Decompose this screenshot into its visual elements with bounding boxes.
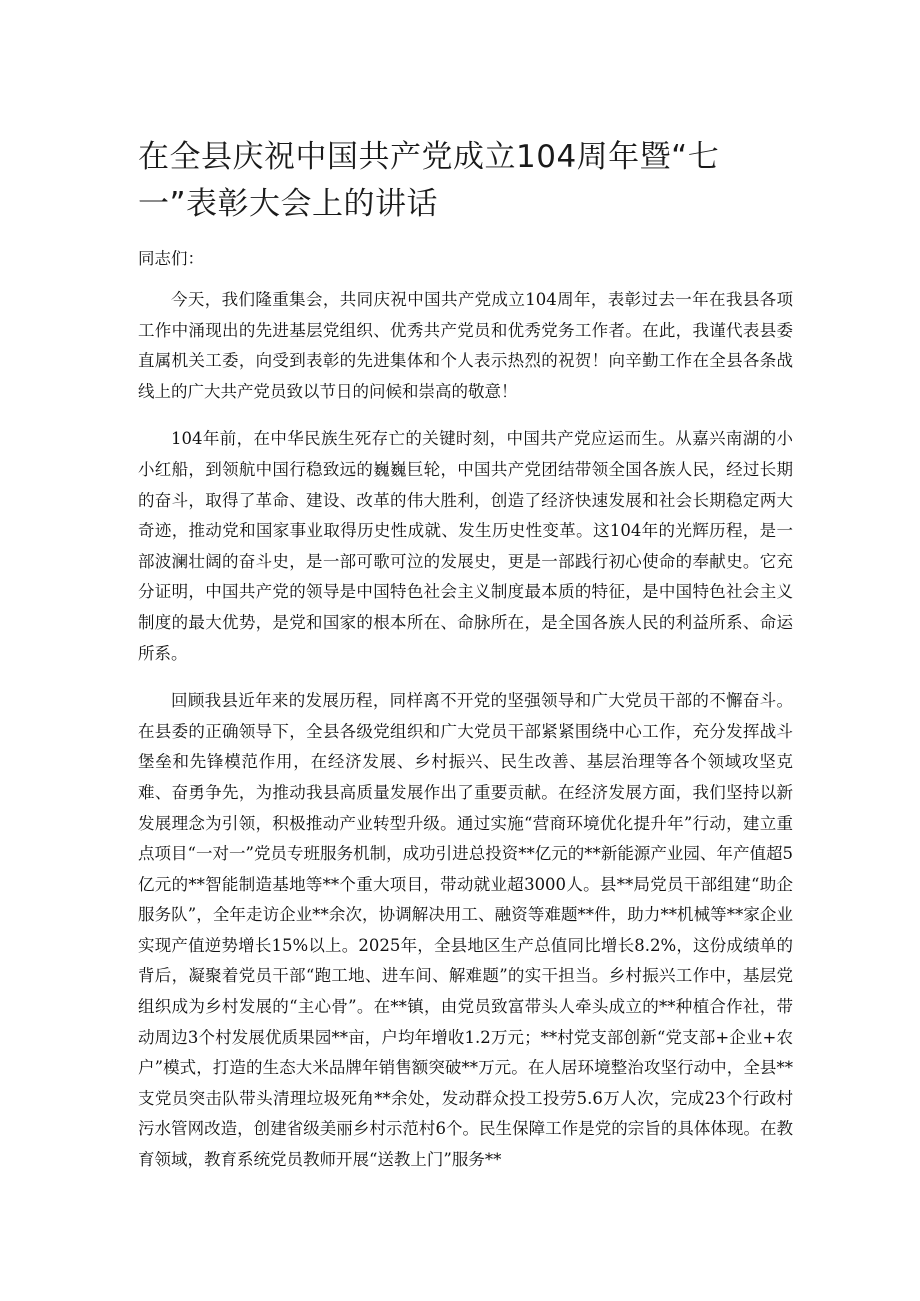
paragraph-2: 104年前，在中华民族生死存亡的关键时刻，中国共产党应运而生。从嘉兴南湖的小小红船，到领航中国行稳致远的巍巍巨轮，中国共产党团结带领全国各族人民，经过长期的奋斗，取得了革命、建设、改革的伟大胜利，创造了经济快速发展和社会长期稳定两大奇迹，推动党和国家事业取得历史性成就、发生历史性变革。这104年的光辉历程，是一部波澜壮阔的奋斗史，是一部可歌可泣的发展史，更是一部践行初心使命的奉献史。它充分证明，中国共产党的领导是中国特色社会主义制度最本质的特征，是中国特色社会主义制度的最大优势，是党和国家的根本所在、命脉所在，是全国各族人民的利益所系、命运所系。 <box>138 429 793 663</box>
document-title: 在全县庆祝中国共产党成立104周年暨“七一”表彰大会上的讲话 <box>138 139 720 222</box>
paragraph-3: 回顾我县近年来的发展历程，同样离不开党的坚强领导和广大党员干部的不懈奋斗。在县委的正确领导下，全县各级党组织和广大党员干部紧紧围绕中心工作，充分发挥战斗堡垒和先锋模范作用，在经济发展、乡村振兴、民生改善、基层治理等各个领域攻坚克难、奋勇争先，为推动我县高质量发展作出了重要贡献。在经济发展方面，我们坚持以新发展理念为引领，积极推动产业转型升级。通过实施“营商环境优化提升年”行动，建立重点项目“一对一”党员专班服务机制，成功引进总投资**亿元的**新能源产业园、年产值超5亿元的**智能制造基地等**个重大项目，带动就业超3000人。县**局党员干部组建“助企服务队”，全年走访企业**余次，协调解决用工、融资等难题**件，助力**机械等**家企业实现产值逆势增长15%以上。2025年，全县地区生产总值同比增长8.2%，这份成绩单的背后，凝聚着党员干部“跑工地、进车间、解难题”的实干担当。乡村振兴工作中，基层党组织成为乡村发展的“主心骨”。在**镇，由党员致富带头人牵头成立的**种植合作社，带动周边3个村发展优质果园**亩，户均年增收1.2万元；**村党支部创新“党支部+企业+农户”模式，打造的生态大米品牌年销售额突破**万元。在人居环境整治攻坚行动中，全县**支党员突击队带头清理垃圾死角**余处，发动群众投工投劳5.6万人次，完成23个行政村污水管网改造，创建省级美丽乡村示范村6个。民生保障工作是党的宗旨的具体体现。在教育领域，教育系统党员教师开展“送教上门”服务** <box>138 691 793 1170</box>
salutation: 同志们： <box>138 249 204 268</box>
paragraph-1: 今天，我们隆重集会，共同庆祝中国共产党成立104周年，表彰过去一年在我县各项工作中涌现出的先进基层党组织、优秀共产党员和优秀党务工作者。在此，我谨代表县委直属机关工委，向受到表彰的先进集体和个人表示热烈的祝贺！向辛勤工作在全县各条战线上的广大共产党员致以节日的问候和崇高的敬意！ <box>138 290 793 401</box>
document-body <box>138 285 793 1193</box>
